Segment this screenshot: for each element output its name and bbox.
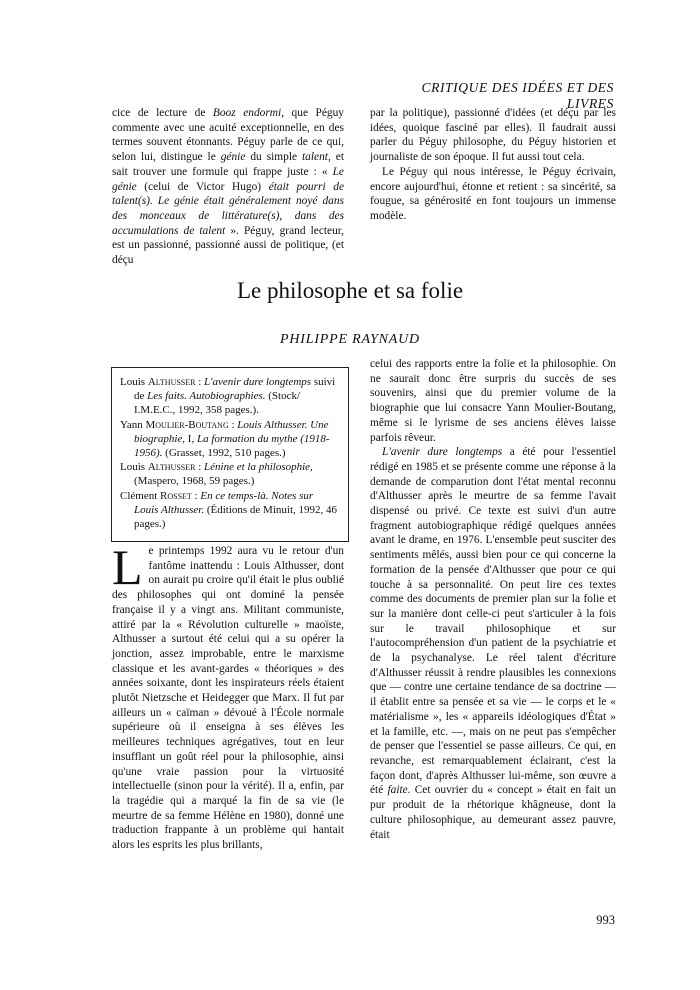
italic-run: Le génie (112, 165, 344, 193)
text-run: Cet ouvrier du « concept » était en fait un pur produit de la rhétorique khâgneuse, dont la culture philosophique, au demeurant assez pauvre, était (370, 784, 617, 841)
text-run: Louis (120, 376, 148, 388)
text-run: : (228, 418, 238, 431)
text-run: Louis (120, 461, 148, 474)
text-run: : (191, 489, 201, 502)
text-run: : (195, 376, 205, 388)
previous-article-paragraph (112, 106, 344, 268)
text-run: , I, (182, 432, 197, 445)
text-run: Yann (120, 418, 146, 431)
italic-run: En ce temps-là. Notes sur Louis Althusser. (134, 489, 314, 516)
article-paragraph-text (112, 539, 344, 852)
text-run: (Stock/ I.M.E.C., 1992, 358 pages.). (134, 390, 301, 417)
text-run: (Maspero, 1968, 59 pages.) (134, 475, 255, 488)
running-head: CRITIQUE DES IDÉES ET DES LIVRES (421, 80, 614, 111)
italic-run: génie (220, 151, 246, 164)
article-paragraph (370, 445, 616, 842)
previous-article-right-column (370, 106, 616, 224)
text-run: ». Péguy, grand lecteur, est un passionné, passionné aussi de politique, (et déçu (112, 224, 344, 267)
smallcaps-run: Althusser (147, 461, 196, 474)
italic-run: Louis Althusser. Une biographie (134, 418, 329, 445)
text-run: , que Péguy commente avec une acuité exceptionnelle, en des termes souvent étonnants. Péguy parle de ce qui, selon lui, distingue le (112, 107, 344, 164)
references-box (111, 367, 349, 542)
text-run: (Éditions de Minuit, 1992, 46 pages.) (134, 503, 338, 531)
text-run: , et sait trouver une formule qui frappe juste : « (112, 151, 344, 178)
text-run: e printemps 1992 aura vu le retour d'un fantôme inattendu : Louis Althusser, dont on aurait pu croire qu'il était le plus oublié des philosophes qui ont dominé la pensée française il y a vingt ans. Militant communiste, attiré par la « Révolution culturelle » maoïste, Althusser a surtout été celui qui a su opérer la jonction, assez improbable, entre le marxisme classique et les avant-gardes « théoriques » des années soixante, dont les inspirateurs réels étaient plutôt Nietzsche et Heidegger que Marx. Il fut par ailleurs un « caïman » dévoué à l'École normale supérieure où il enseigna à ses élèves les meilleures techniques agrégatives, tout en leur insufflant un goût réel pour la philosophie, ainsi qu'une vraie passion pour la virtuosité intellectuelle (sinon pour la vérité). Il a, enfin, par la tragédie qui a marqué la fin de sa vie (le meurtre de sa femme Hélène en 1980), donné une traduction frappante à un problème qui hantait alors les esprits les plus brillants, (112, 545, 344, 852)
article-title: Le philosophe et sa folie (236, 278, 464, 303)
previous-article-left-column (112, 106, 344, 268)
italic-run: Booz endormi (212, 107, 282, 119)
reference-item (120, 418, 340, 461)
italic-run: Les faits. Autobiographies. (147, 390, 266, 403)
reference-item (120, 460, 340, 488)
text-run: (Grasset, 1992, 510 pages.) (162, 447, 286, 460)
article-paragraph: celui des rapports entre la folie et la philosophie. On ne saurait donc être surpris du succès de ses souvenirs, ainsi que du premier volume de la biographie que lui consacre Yann Moulier-Boutang, même si le lyrisme de ses anciens élèves laisse parfois rêveur. (370, 358, 616, 444)
smallcaps-run: Althusser (147, 376, 196, 388)
smallcaps-run: Moulier-Boutang (145, 418, 229, 431)
italic-run: L'avenir dure longtemps (204, 376, 312, 388)
article-author: PHILIPPE RAYNAUD (280, 332, 420, 347)
text-run: a été pour l'essentiel rédigé en 1985 et se présente comme une réponse à la demande de comparution dont l'état mental reconnu d'Althusser après le meurtre de sa femme l'avait dispensé ou privé. Ce texte est suivi d'un autre fragment autobiographique rédigé quelques années avant le drame, en 1976. L'ensemble peut susciter des sentiments mêlés, aussi bien pour ce qui concerne la formation de la pensée d'Althusser que pour ce qui touche à sa personnalité. On peut lire ces textes comme des documents de premier plan sur la folie et sur la manière dont celle-ci peut s'articuler à la fois sur le travail philosophique et sur l'autocompréhension d'un patient de la psychiatrie et de la psychanalyse. Le réel talent d'écriture d'Althusser réussit à rendre plausibles les connexions que — contre une certaine tendance de sa doctrine — il établit entre sa pensée et sa vie — le corps et le « matérialisme », les « appareils idéologiques d'État » et la famille, etc. —, mais on ne peut pas s'empêcher de penser que l'essentiel se passe ailleurs. Ce qui, en revanche, est remarquablement éclairant, c'est la façon dont, d'après Althusser lui-même, son œuvre a été (370, 446, 616, 797)
text-run: suivi de (134, 376, 336, 403)
smallcaps-run: Rosset (160, 489, 192, 502)
text-run: Clément (120, 489, 161, 502)
text-run: : (195, 461, 205, 474)
article-paragraph (112, 539, 344, 853)
page-number: 993 (596, 913, 615, 927)
italic-run: Lénine et la philosophie, (204, 461, 313, 474)
italic-run: faite. (387, 784, 411, 797)
article-right-column (370, 357, 616, 842)
article-left-column (112, 539, 344, 853)
previous-article-paragraph: par la politique), passionné d'idées (et déçu par les idées, quoique fasciné par elles). Il faudrait aussi parler du Péguy philosophe, du Péguy historien et journaliste de son époque. Il fut aussi tout cela. (370, 107, 616, 164)
text-run: cice de lecture de (112, 107, 213, 119)
reference-item (120, 489, 340, 532)
text-run: du simple (245, 151, 303, 164)
drop-cap: L (112, 539, 143, 595)
italic-run: talent (302, 151, 328, 164)
previous-article-paragraph: Le Péguy qui nous intéresse, le Péguy écrivain, encore aujourd'hui, étonne et retient : sa sincérité, sa fougue, sa générosité en font toujours un immense modèle. (370, 165, 616, 222)
italic-run: était pourri de talent(s). Le génie était généralement noyé dans des monceaux de littérature(s), dans des accumulations de talent (112, 180, 345, 237)
italic-run: La formation du mythe (1918-1956). (134, 432, 330, 460)
reference-item (120, 375, 340, 418)
text-run: (celui de Victor Hugo) (136, 180, 269, 193)
italic-run: L'avenir dure longtemps (382, 446, 503, 459)
